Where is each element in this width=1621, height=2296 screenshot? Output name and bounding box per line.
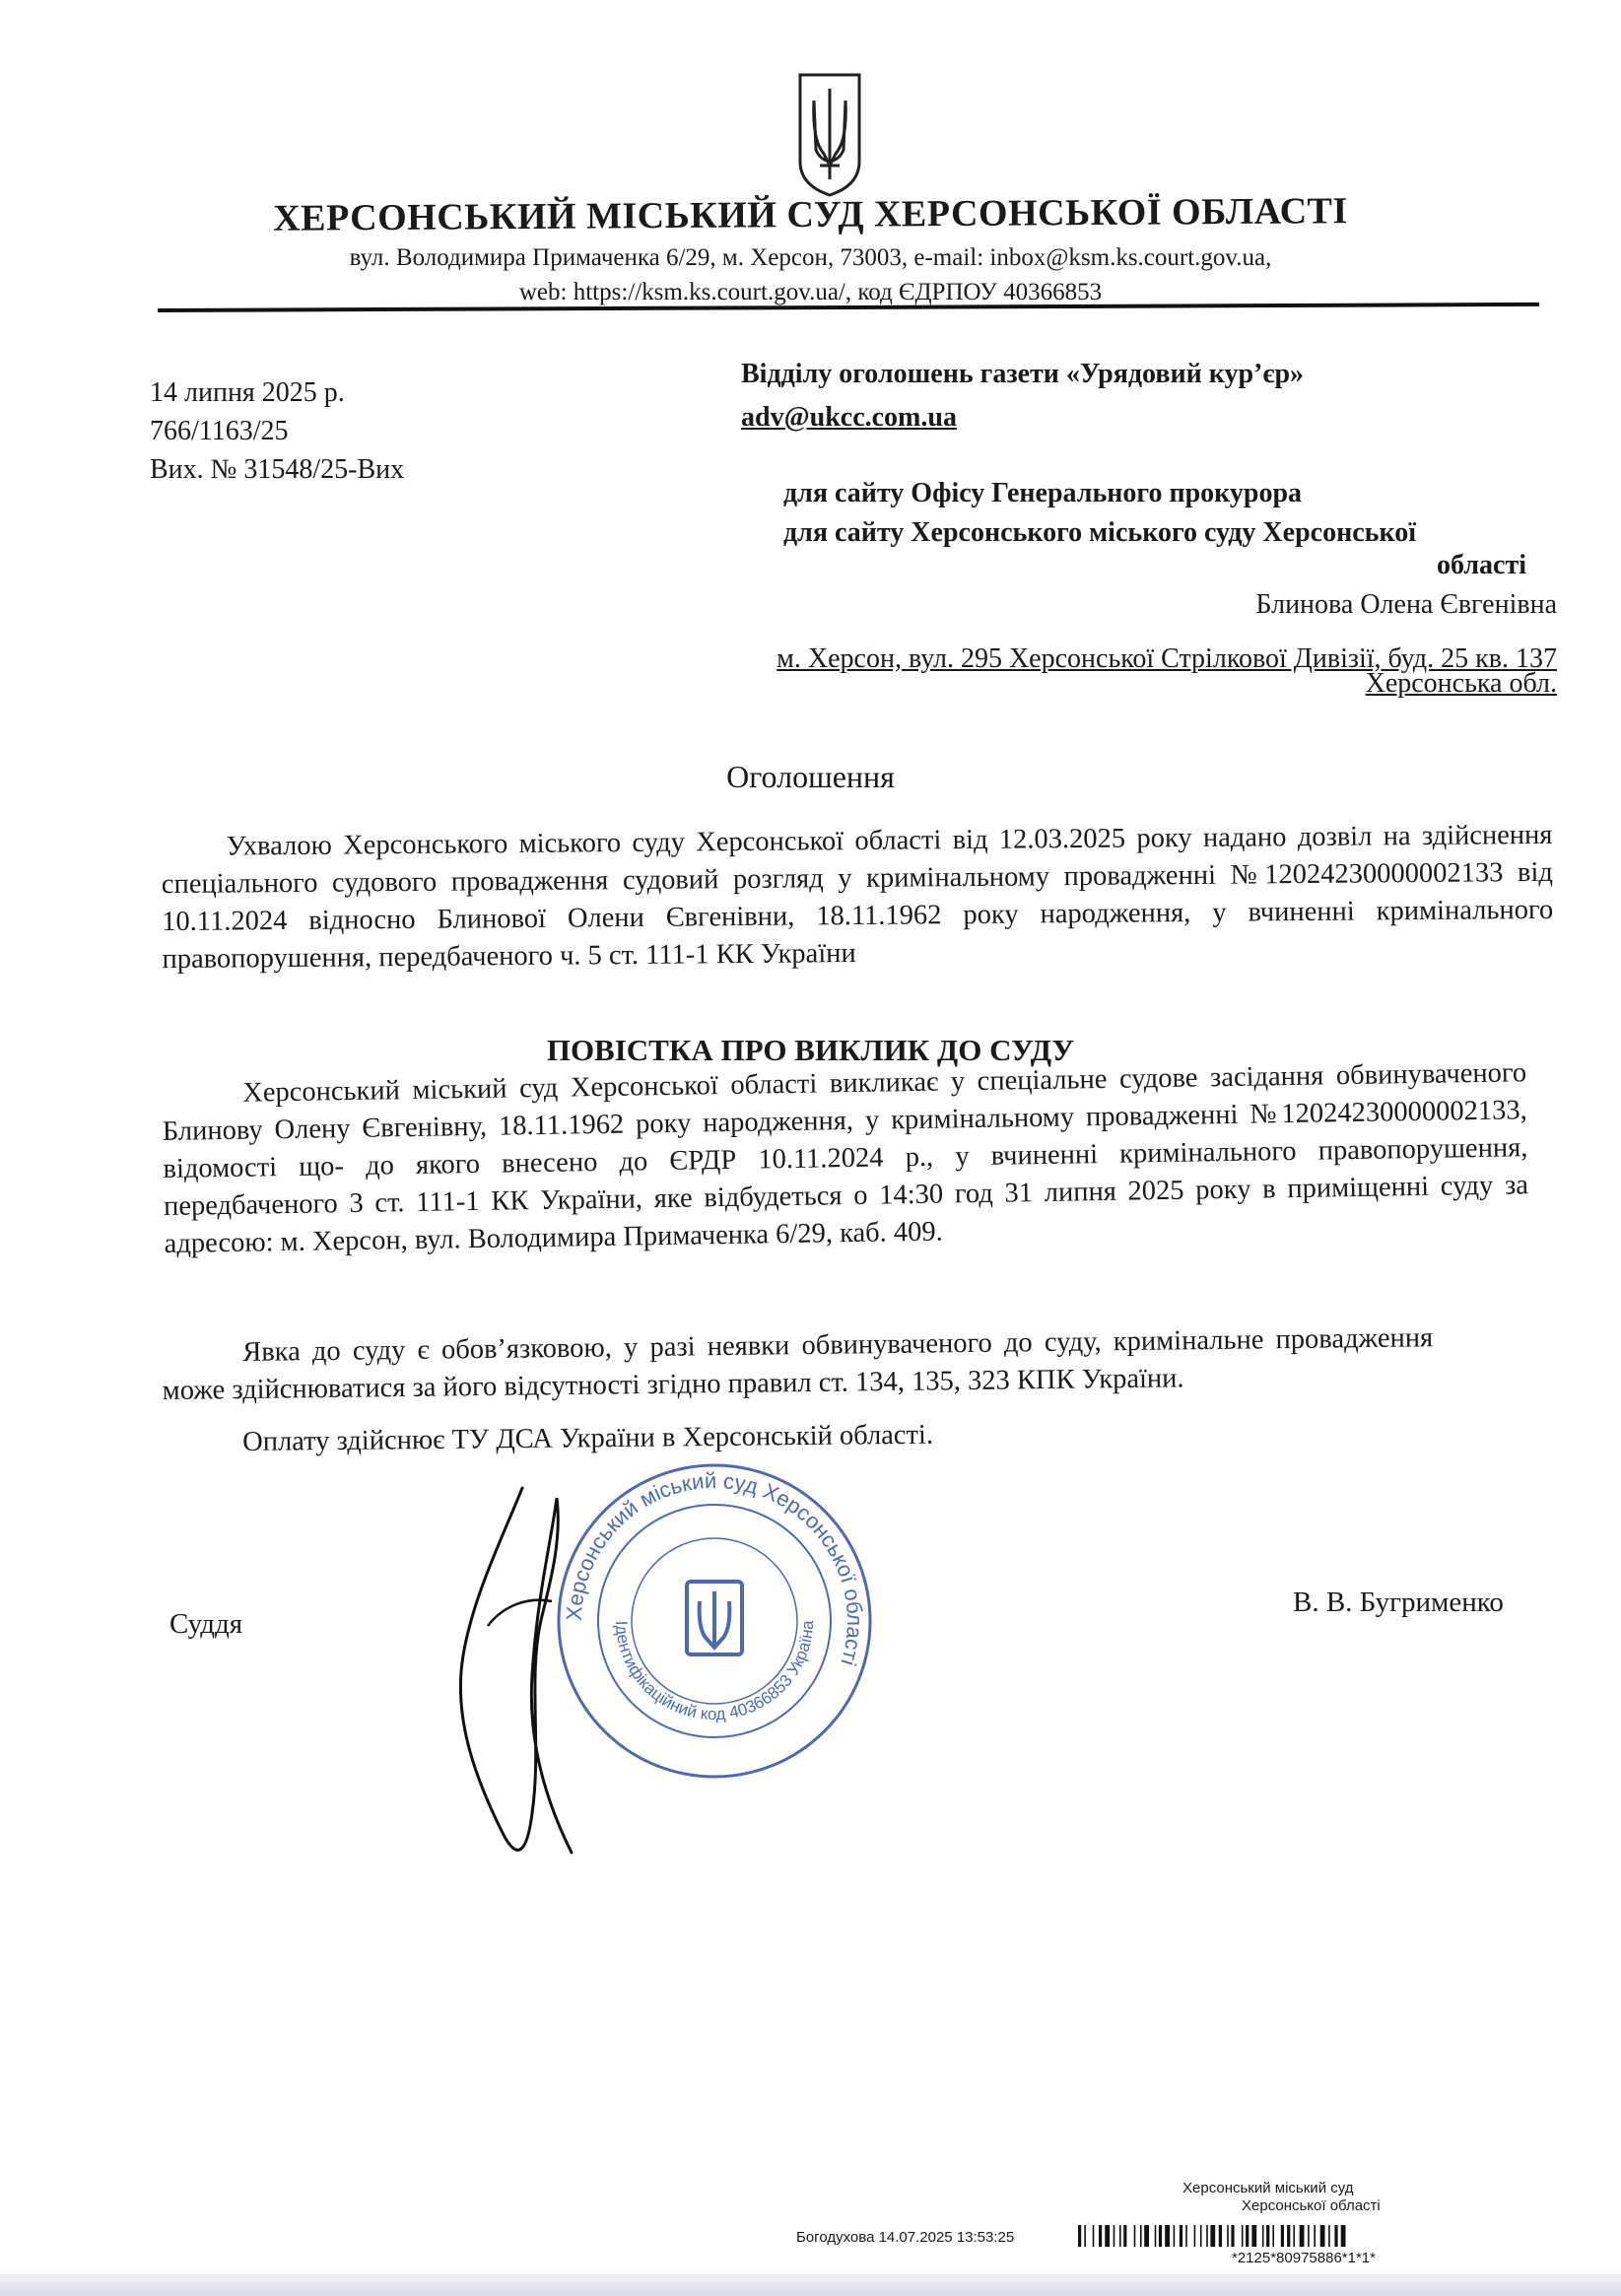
addressee-address: м. Херсон, вул. 295 Херсонської Стрілкової Дивізії, буд. 25 кв. 137 (777, 643, 1557, 674)
trident-emblem-icon (794, 71, 865, 199)
recipient-prosecutor-site: для сайту Офісу Генерального прокурора (783, 478, 1303, 508)
court-web-code: web: https://ksm.ks.court.gov.ua/, код ЄДРПОУ 40366853 (518, 279, 1103, 305)
judge-signature (434, 1478, 611, 1872)
recipient-newspaper: Відділу оголошень газети «Урядовий кур’єр» (741, 359, 1305, 389)
registry-stamp: Богодухова 14.07.2025 13:53:25 (796, 2229, 1015, 2246)
scan-edge (0, 2274, 1621, 2296)
addressee-name: Блинова Олена Євгенівна (1255, 589, 1557, 620)
appearance-notice: Явка до суду є обов’язковою, у разі неявки обвинуваченого до суду, кримінальне провадження може здійснюватися за його відсутності згідно правил ст. 134, 135, 323 КПК України. (162, 1322, 1434, 1406)
barcode (1078, 2225, 1571, 2247)
recipient-court-site-cont: області (1437, 550, 1526, 580)
document-date: 14 липня 2025 р. (150, 377, 345, 408)
outgoing-number: Вих. № 31548/25-Вих (150, 454, 405, 485)
court-name: ХЕРСОНСЬКИЙ МІСЬКИЙ СУД ХЕРСОНСЬКОЇ ОБЛАСТІ (273, 190, 1348, 239)
payment-notice: Оплату здійснює ТУ ДСА України в Херсонській області. (242, 1419, 934, 1457)
announcement-body: Ухвалою Херсонського міського суду Херсонської області від 12.03.2025 року надано дозвіл на здійснення спеціального судового провадження судовий розгляд у кримінальному провадженні №12024230000002133 від 10.11.2024 відносно Блинової Олени Євгенівни, 18.11.1962 року народження, у вчиненні кримінального правопорушення, передбаченого ч. 5 ст. 111-1 КК України (161, 819, 1554, 976)
announcement-title: Оголошення (726, 759, 895, 794)
case-number: 766/1163/25 (150, 416, 289, 446)
judge-name: В. В. Бугрименко (1293, 1587, 1504, 1618)
barcode-number: *2125*80975886*1*1* (1232, 2250, 1376, 2266)
registry-stamp-org (1182, 2180, 1621, 2215)
court-address: вул. Володимира Примаченка 6/29, м. Херсон, 73003, e-mail: inbox@ksm.ks.court.gov.ua, (349, 244, 1272, 271)
judge-label: Суддя (169, 1608, 243, 1640)
seal-inner-text: Ідентифікаційний код 40366853 Україна (611, 1620, 818, 1724)
addressee-region: Херсонська обл. (1365, 668, 1557, 699)
summons-body: Херсонський міський суд Херсонської області викликає у спеціальне судове засідання обвинуваченого Блинову Олену Євгенівну, 18.11.1962 року народження, у кримінальному провадженні №12024230000002133, відомості що- до якого внесено до ЄРДР 10.11.2024 р., у вчиненні кримінального правопорушення, передбаченого 3 ст. 111-1 КК України, яке відбудеться о 14:30 год 31 липня 2025 року в приміщенні суду за адресою: м. Херсон, вул. Володимира Примаченка 6/29, каб. 409. (162, 1057, 1529, 1259)
seal-outer-text: Херсонський міський суд Херсонської області (561, 1467, 868, 1669)
recipient-email: adv@ukcc.com.ua (741, 402, 957, 433)
registry-stamp-org-line1: Херсонський міський суд (1182, 2180, 1354, 2196)
seal-emblem-icon (687, 1582, 742, 1654)
registry-stamp-org-line2: Херсонської області (1242, 2197, 1381, 2214)
recipient-court-site: для сайту Херсонського міського суду Херсонської (783, 517, 1416, 548)
summons-title: ПОВІСТКА ПРО ВИКЛИК ДО СУДУ (546, 1033, 1075, 1067)
